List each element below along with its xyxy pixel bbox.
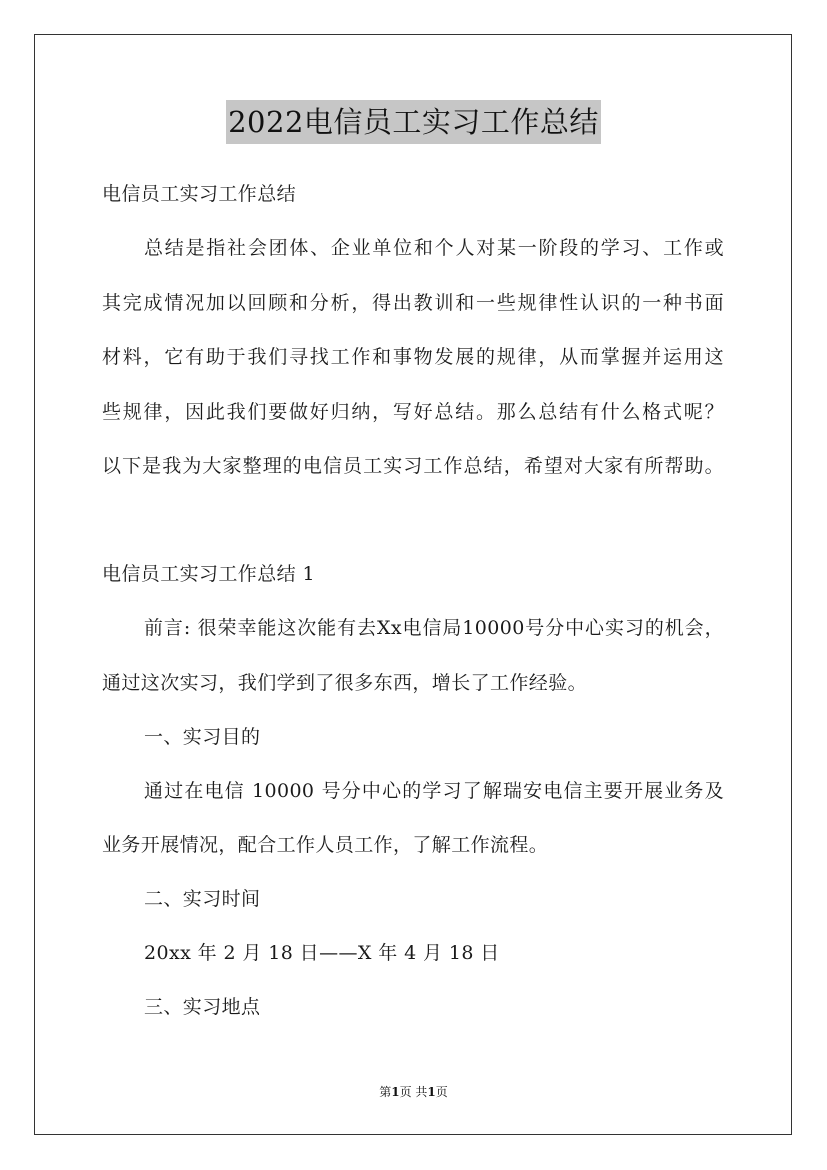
time-heading: 二、实习时间 [144, 888, 261, 910]
purpose-heading: 一、实习目的 [144, 726, 261, 748]
footer-total-pages: 1 [427, 1085, 436, 1099]
purpose-line: 业务开展情况，配合工作人员工作，了解工作流程。 [102, 834, 549, 856]
title-container [0, 100, 827, 144]
footer-prefix: 第 [379, 1085, 392, 1099]
document-title: 2022电信员工实习工作总结 [226, 100, 601, 144]
intro-heading: 电信员工实习工作总结 [102, 183, 297, 205]
location-heading: 三、实习地点 [144, 996, 261, 1018]
time-value: 20xx 年 2 月 18 日——X 年 4 月 18 日 [144, 942, 500, 964]
purpose-line: 通过在电信 10000 号分中心的学习了解瑞安电信主要开展业务及 [144, 780, 724, 802]
intro-line: 材料，它有助于我们寻找工作和事物发展的规律，从而掌握并运用这 [102, 346, 724, 368]
intro-line: 其完成情况加以回顾和分析，得出教训和一些规律性认识的一种书面 [102, 292, 724, 314]
footer-page-number: 1 [391, 1085, 400, 1099]
intro-line: 以下是我为大家整理的电信员工实习工作总结，希望对大家有所帮助。 [102, 455, 724, 477]
footer-suffix: 页 [435, 1085, 448, 1099]
preface-line: 通过这次实习，我们学到了很多东西，增长了工作经验。 [102, 672, 588, 694]
intro-line: 总结是指社会团体、企业单位和个人对某一阶段的学习、工作或 [144, 237, 724, 259]
page-footer [0, 1084, 827, 1100]
preface-line: 前言: 很荣幸能这次能有去Xx电信局10000号分中心实习的机会， [144, 617, 724, 639]
section-heading: 电信员工实习工作总结 1 [102, 563, 315, 585]
footer-mid: 页 共 [399, 1085, 428, 1099]
intro-line: 些规律，因此我们要做好归纳，写好总结。那么总结有什么格式呢？ [102, 401, 724, 423]
